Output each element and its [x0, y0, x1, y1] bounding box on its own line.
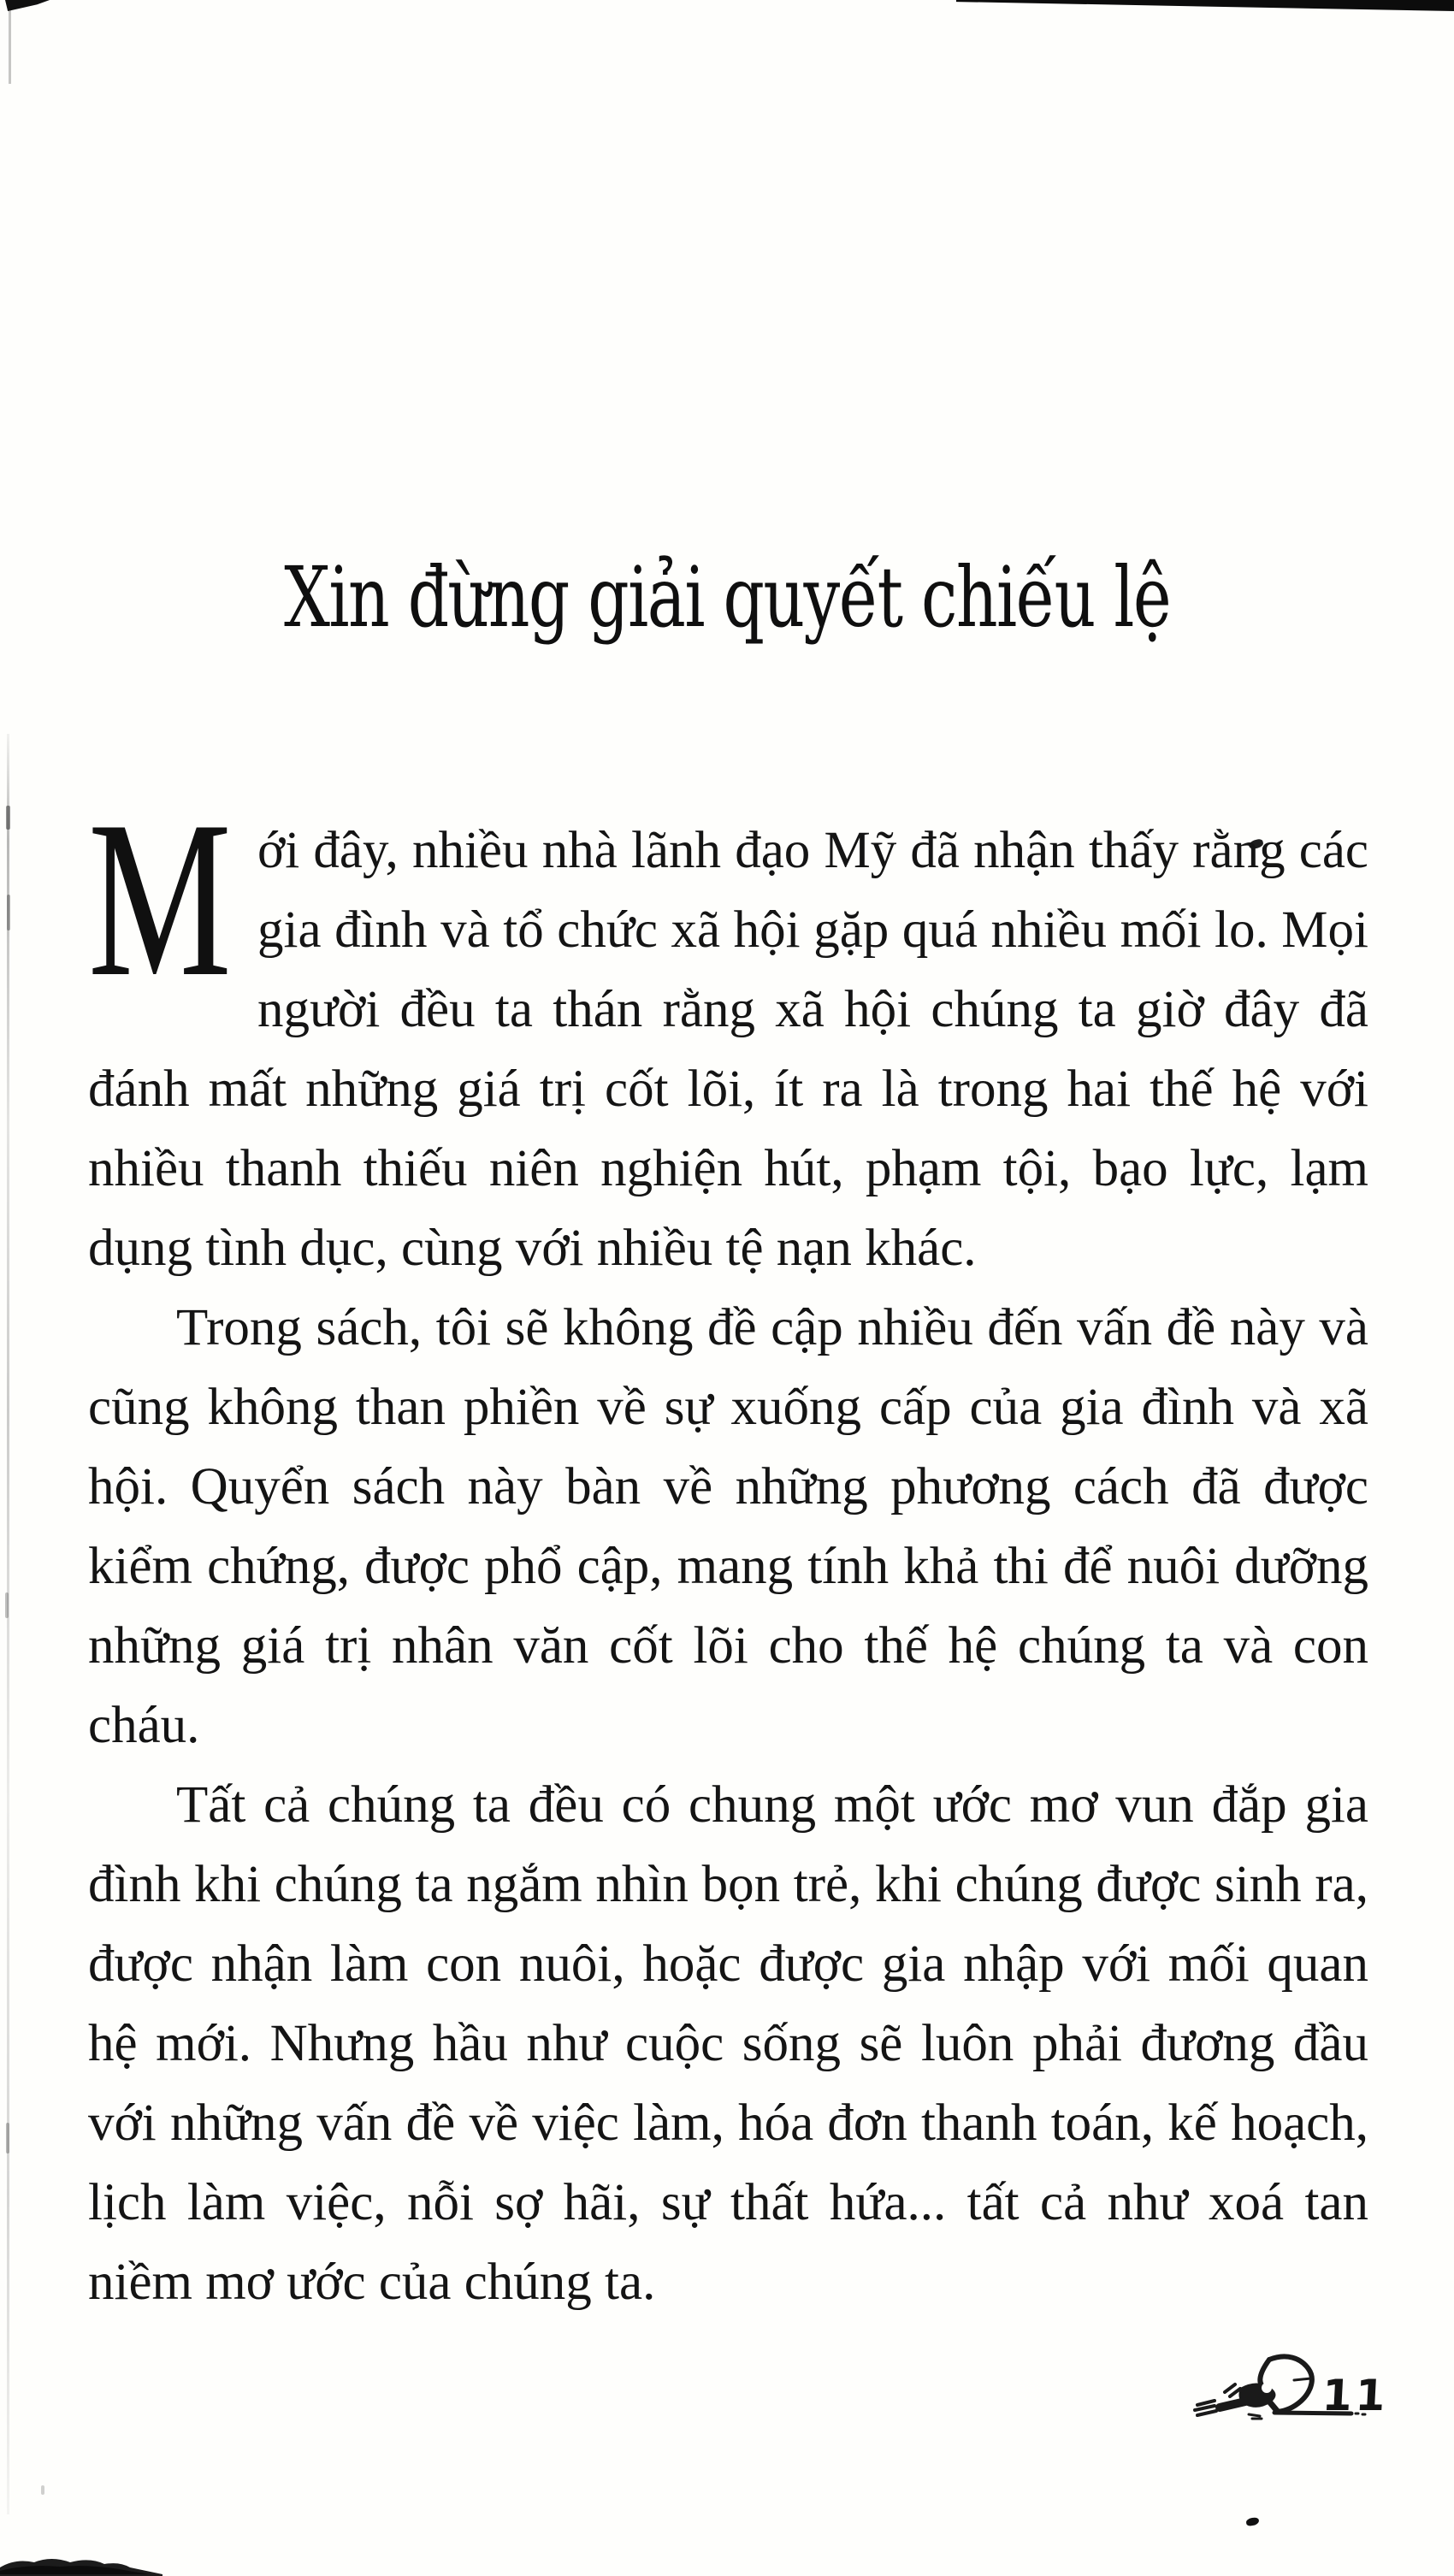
- scan-artifact-tick: [7, 895, 10, 931]
- page-number: 11: [1321, 2371, 1391, 2420]
- scan-artifact-tick: [6, 2123, 9, 2154]
- paragraph-text: ới đây, nhiều nhà lãnh đạo Mỹ đã nhận thấy rằng các gia đình và tổ chức xã hội gặp quá nhiều mối lo. Mọi người đều ta thán rằng xã hội chúng ta giờ đây đã đánh mất những giá trị cốt lõi, ít ra là trong hai thế hệ với nhiều thanh thiếu niên nghiện hút, phạm tội, bạo lực, lạm dụng tình dục, cùng với nhiều tệ nạn khác.: [88, 822, 1368, 1277]
- scan-artifact-tick: [5, 1592, 9, 1618]
- scan-artifact-bottom-smudge: [0, 2554, 163, 2576]
- drop-cap: [88, 775, 240, 1023]
- scan-artifact-binding-line: [7, 734, 9, 2514]
- chapter-title: [0, 549, 1454, 646]
- scan-artifact-top-left-streak: [9, 10, 11, 84]
- scan-artifact-faint-dot: [41, 2485, 44, 2495]
- scan-artifact-top-right-bar: [956, 0, 1454, 11]
- scan-artifact-tick: [6, 806, 10, 830]
- scan-artifact-top-left: [5, 0, 50, 11]
- scan-artifact-speck: [1245, 2517, 1259, 2526]
- paragraph: Tất cả chúng ta đều có chung một ước mơ vun đắp gia đình khi chúng ta ngắm nhìn bọn trẻ, khi chúng được sinh ra, được nhận làm con nuôi, hoặc được gia nhập với mối quan hệ mới. Nhưng hầu như cuộc sống sẽ luôn phải đương đầu với những vấn đề về việc làm, hóa đơn thanh toán, kế hoạch, lịch làm việc, nỗi sợ hãi, sự thất hứa... tất cả như xoá tan niềm mơ ước của chúng ta.: [88, 1776, 1368, 2311]
- chapter-title-text: Xin đừng giải quyết chiếu lệ: [283, 549, 1171, 646]
- paragraph: [88, 775, 1368, 1288]
- paragraph: Trong sách, tôi sẽ không đề cập nhiều đến vấn đề này và cũng không than phiền về sự xuống cấp của gia đình và xã hội. Quyển sách này bàn về những phương cách đã được kiểm chứng, được phổ cập, mang tính khả thi để nuôi dưỡng những giá trị nhân văn cốt lõi cho thế hệ chúng ta và con cháu.: [88, 1299, 1368, 1754]
- drop-cap-letter: M: [88, 775, 232, 1023]
- body-text: [88, 775, 1368, 2322]
